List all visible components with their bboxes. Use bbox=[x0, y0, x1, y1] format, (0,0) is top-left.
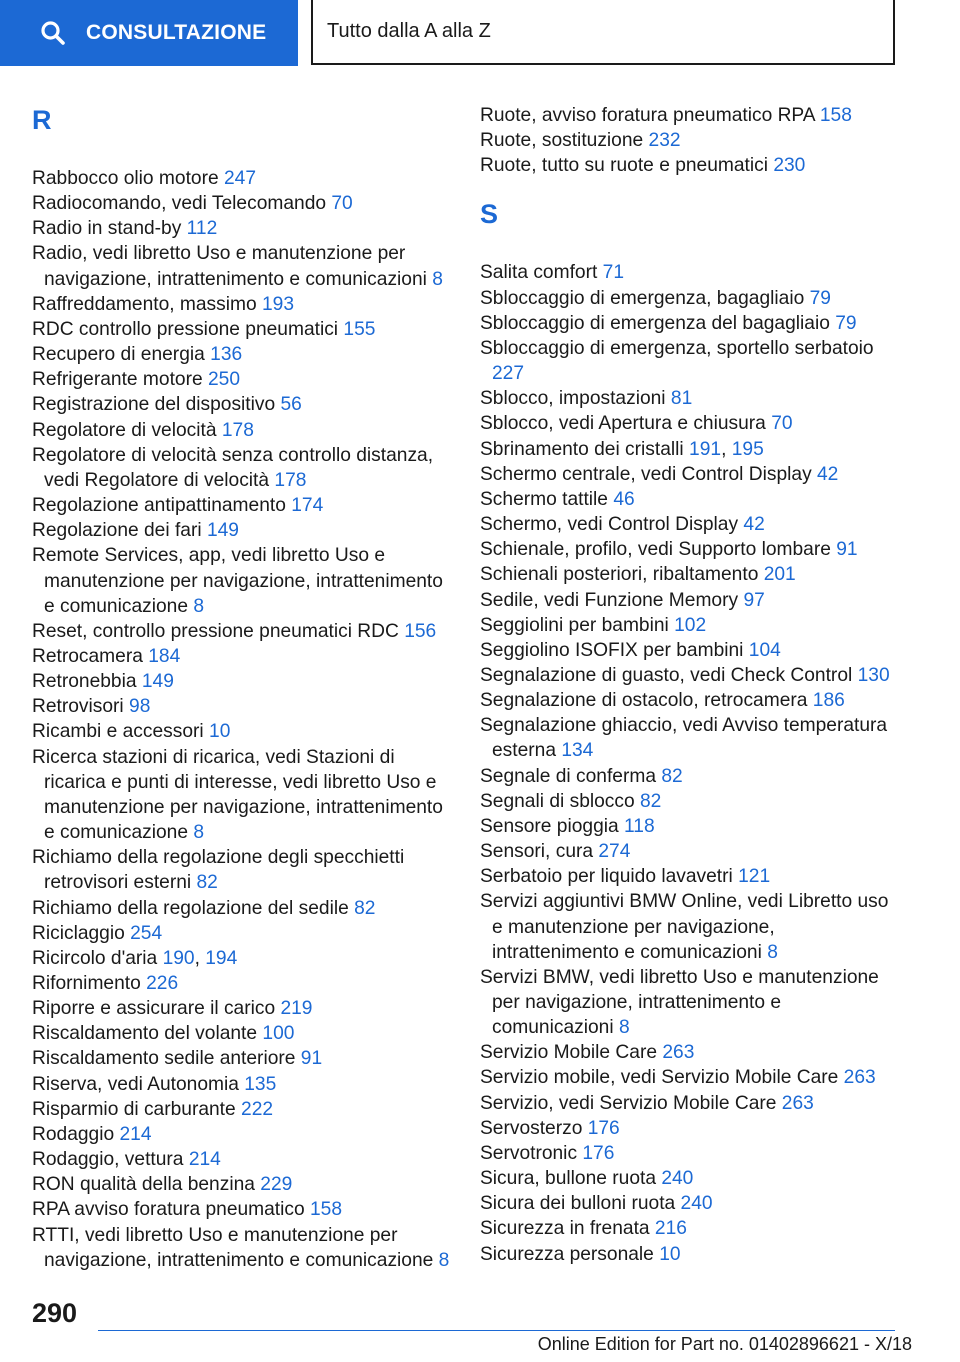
index-entry-text: Servizio, vedi Servizio Mobile Care bbox=[480, 1092, 777, 1114]
page-link[interactable]: 79 bbox=[835, 312, 857, 334]
index-entry-text: RTTI, vedi libretto Uso e manutenzione per navigazione, intrattenimento e comunicazione bbox=[32, 1224, 434, 1271]
page-link[interactable]: 263 bbox=[781, 1092, 814, 1114]
index-entry-text: Schermo centrale, vedi Control Display bbox=[480, 463, 812, 485]
index-entry bbox=[32, 971, 452, 996]
page-link[interactable]: 176 bbox=[587, 1117, 620, 1139]
index-entry-text: Servotronic bbox=[480, 1142, 578, 1164]
page-link[interactable]: 42 bbox=[743, 514, 765, 536]
index-entry-text: Riserva, vedi Autonomia bbox=[32, 1073, 239, 1095]
page-link[interactable]: 263 bbox=[662, 1042, 695, 1064]
index-entry-text: Ricircolo d'aria bbox=[32, 947, 158, 969]
index-entry bbox=[480, 1091, 895, 1116]
index-entry-text: Rodaggio, vettura bbox=[32, 1149, 184, 1171]
index-entry bbox=[32, 518, 452, 543]
page-link[interactable]: 8 bbox=[438, 1249, 450, 1271]
page-link[interactable]: 135 bbox=[244, 1073, 277, 1095]
index-entry-text: RPA avviso foratura pneumatico bbox=[32, 1199, 305, 1221]
index-entry bbox=[32, 216, 452, 241]
index-entry-text: Ricerca stazioni di ricarica, vedi Stazioni di ricarica e punti di interesse, vedi libretto Uso e manutenzione per navigazione, intrattenimento e comunicazione bbox=[32, 746, 443, 844]
index-entry-text: Sbrinamento dei cristalli bbox=[480, 438, 684, 460]
index-entry-text: Ruote, avviso foratura pneumatico RPA bbox=[480, 105, 815, 126]
page-link[interactable]: 91 bbox=[836, 539, 858, 561]
index-entry-text: Seggiolino ISOFIX per bambini bbox=[480, 639, 744, 661]
index-entry bbox=[32, 1147, 452, 1172]
index-entry bbox=[32, 1046, 452, 1071]
page-link[interactable]: 158 bbox=[819, 105, 852, 126]
index-entry-text: Retrovisori bbox=[32, 696, 124, 718]
index-entry bbox=[480, 1242, 895, 1267]
page-link[interactable]: 191 bbox=[689, 438, 722, 460]
index-letter: R bbox=[32, 105, 52, 135]
index-entry bbox=[480, 411, 895, 436]
index-entry-text: RDC controllo pressione pneumatici bbox=[32, 318, 339, 340]
index-entry bbox=[32, 1072, 452, 1097]
page-link[interactable]: 98 bbox=[129, 696, 151, 718]
index-entry bbox=[480, 814, 895, 839]
index-entry bbox=[32, 543, 452, 618]
index-entry-text: Raffreddamento, massimo bbox=[32, 293, 257, 315]
index-entry bbox=[32, 392, 452, 417]
page-link[interactable]: 184 bbox=[148, 645, 181, 667]
index-entry bbox=[480, 1065, 895, 1090]
index-entry bbox=[32, 996, 452, 1021]
page-number: 290 bbox=[32, 1298, 78, 1328]
page-link[interactable]: 195 bbox=[731, 438, 764, 460]
page-link[interactable]: 229 bbox=[260, 1174, 293, 1196]
index-entry-text: Schermo, vedi Control Display bbox=[480, 514, 739, 536]
page-link[interactable]: 8 bbox=[193, 595, 205, 617]
tab-consultazione-label: CONSULTAZIONE bbox=[86, 21, 267, 44]
index-entry-text: Sicura dei bulloni ruota bbox=[480, 1193, 676, 1215]
index-entry-text: Salita comfort bbox=[480, 262, 598, 284]
index-entry-text: Risparmio di carburante bbox=[32, 1098, 236, 1120]
index-entry bbox=[32, 1021, 452, 1046]
index-entry bbox=[480, 462, 895, 487]
index-letter: S bbox=[480, 199, 499, 230]
footer-divider bbox=[98, 1330, 895, 1331]
index-entry-text: Richiamo della regolazione del sedile bbox=[32, 897, 349, 919]
index-entry: Ricircolo d'aria 190, 194 bbox=[32, 947, 238, 969]
index-entry bbox=[32, 719, 452, 744]
index-entry-text: Riscaldamento del volante bbox=[32, 1023, 258, 1045]
index-entry bbox=[32, 1122, 452, 1147]
page-link[interactable]: 8 bbox=[618, 1017, 630, 1039]
index-entry-text: Sbloccaggio di emergenza, sportello serbatoio bbox=[480, 337, 874, 359]
page-link[interactable]: 214 bbox=[188, 1149, 221, 1171]
index-entry bbox=[480, 663, 895, 688]
index-entry bbox=[32, 191, 452, 216]
index-entry-text: Segnali di sblocco bbox=[480, 790, 635, 812]
index-entry bbox=[32, 1172, 452, 1197]
page-link[interactable]: 10 bbox=[209, 721, 231, 743]
index-entry-text: Sicura, bullone ruota bbox=[480, 1168, 656, 1190]
tab-consultazione[interactable] bbox=[0, 0, 298, 66]
index-entry bbox=[32, 418, 452, 443]
page-link[interactable]: 201 bbox=[763, 564, 796, 586]
index-entry bbox=[32, 292, 452, 317]
page-link[interactable]: 232 bbox=[648, 130, 681, 152]
index-entry bbox=[480, 864, 895, 889]
page-link[interactable]: 216 bbox=[654, 1218, 687, 1240]
index-entry bbox=[480, 512, 895, 537]
index-entry bbox=[480, 1116, 895, 1141]
index-entry bbox=[32, 745, 452, 846]
index-entry-text: Rabbocco olio motore bbox=[32, 168, 219, 189]
page-link[interactable]: 176 bbox=[582, 1142, 615, 1164]
index-entry-list-continued bbox=[480, 103, 895, 178]
index-entry-text: Rifornimento bbox=[32, 973, 141, 994]
index-entry bbox=[32, 669, 452, 694]
index-entry-text: Servizi aggiuntivi BMW Online, vedi Libretto uso e manutenzione per navigazione, intrattenimento e comunicazioni bbox=[480, 891, 889, 963]
page-link[interactable]: 42 bbox=[817, 463, 839, 485]
index-entry-text: Segnalazione di guasto, vedi Check Control bbox=[480, 664, 853, 686]
index-entry bbox=[480, 336, 895, 386]
page-link[interactable]: 240 bbox=[680, 1193, 713, 1215]
edition-note: Online Edition for Part no. 01402896621 - X/18 bbox=[537, 1334, 912, 1354]
page-link[interactable]: 71 bbox=[602, 262, 624, 284]
index-entry-text: Remote Services, app, vedi libretto Uso e manutenzione per navigazione, intrattenimento e comunicazione bbox=[32, 545, 443, 617]
index-entry: Sbrinamento dei cristalli 191, 195 bbox=[480, 438, 764, 460]
index-entry-text: Radio in stand-by bbox=[32, 218, 182, 240]
index-entry bbox=[32, 342, 452, 367]
page-link[interactable]: 97 bbox=[743, 589, 765, 611]
index-entry bbox=[480, 153, 895, 178]
page-link[interactable]: 82 bbox=[354, 897, 376, 919]
page-link[interactable]: 149 bbox=[141, 671, 174, 693]
index-entry bbox=[32, 644, 452, 669]
index-entry bbox=[32, 896, 452, 921]
page-link[interactable]: 79 bbox=[809, 287, 831, 309]
index-entry bbox=[480, 128, 895, 153]
page-link[interactable]: 193 bbox=[262, 293, 295, 315]
index-entry-text: Segnalazione di ostacolo, retrocamera bbox=[480, 690, 808, 712]
index-entry bbox=[480, 638, 895, 663]
index-entry-text: Registrazione del dispositivo bbox=[32, 394, 276, 416]
index-entry-text: Sblocco, vedi Apertura e chiusura bbox=[480, 413, 766, 435]
page-link[interactable]: 158 bbox=[310, 1199, 343, 1221]
index-entry bbox=[32, 1197, 452, 1222]
index-entry-text: Schermo tattile bbox=[480, 488, 608, 510]
page-link[interactable]: 8 bbox=[767, 941, 778, 963]
page-link[interactable]: 219 bbox=[280, 998, 313, 1020]
index-entry bbox=[480, 839, 895, 864]
index-entry-text: Regolatore di velocità senza controllo distanza, vedi Regolatore di velocità bbox=[32, 444, 434, 491]
index-entry-text: Richiamo della regolazione degli specchietti retrovisori esterni bbox=[32, 847, 405, 894]
index-entry-text: Rodaggio bbox=[32, 1123, 115, 1145]
index-entry-text: Sbloccaggio di emergenza del bagagliaio bbox=[480, 312, 830, 334]
page-link[interactable]: 91 bbox=[300, 1048, 323, 1070]
page-link[interactable]: 250 bbox=[207, 369, 240, 391]
page-link[interactable]: 136 bbox=[210, 344, 243, 366]
page-link[interactable]: 149 bbox=[206, 520, 239, 542]
page-link[interactable]: 70 bbox=[771, 413, 793, 435]
header bbox=[0, 0, 960, 66]
page-link[interactable]: 186 bbox=[812, 690, 845, 712]
index-entry-text: Riporre e assicurare il carico bbox=[32, 998, 276, 1020]
index-entry-text: Segnalazione ghiaccio, vedi Avviso temperatura esterna bbox=[480, 715, 888, 762]
page-link[interactable]: 82 bbox=[640, 790, 662, 812]
index-entry-list bbox=[32, 166, 452, 1273]
page-link[interactable]: 8 bbox=[432, 268, 443, 290]
index-entry bbox=[480, 260, 895, 285]
index-entry bbox=[480, 487, 895, 512]
index-entry-text: Radio, vedi libretto Uso e manutenzione per navigazione, intrattenimento e comunicazioni bbox=[32, 243, 427, 290]
index-entry-text: Schienale, profilo, vedi Supporto lombare bbox=[480, 539, 831, 561]
index-entry-text: Ricambi e accessori bbox=[32, 721, 204, 743]
index-entry bbox=[480, 588, 895, 613]
index-entry-text: Radiocomando, vedi Telecomando bbox=[32, 193, 327, 215]
index-entry-text: Sicurezza in frenata bbox=[480, 1218, 650, 1240]
index-entry-text: Riciclaggio bbox=[32, 922, 125, 944]
page-link[interactable]: 230 bbox=[773, 155, 806, 177]
index-entry bbox=[32, 317, 452, 342]
index-entry bbox=[32, 367, 452, 392]
index-entry-text: Ruote, tutto su ruote e pneumatici bbox=[480, 155, 768, 177]
index-entry-text: Servizi BMW, vedi libretto Uso e manutenzione per navigazione, intrattenimento e comunicazioni bbox=[480, 966, 879, 1039]
index-entry-text: Servizio Mobile Care bbox=[480, 1042, 658, 1064]
page-link[interactable]: 102 bbox=[674, 614, 707, 636]
index-entry bbox=[480, 789, 895, 814]
index-entry bbox=[480, 286, 895, 311]
index-entry-text: Sedile, vedi Funzione Memory bbox=[480, 589, 739, 611]
page-link[interactable]: 8 bbox=[193, 822, 205, 844]
index-entry bbox=[32, 443, 452, 493]
index-entry bbox=[480, 713, 895, 763]
index-entry bbox=[480, 965, 895, 1040]
index-entry bbox=[32, 1223, 452, 1273]
page-link[interactable]: 56 bbox=[280, 394, 302, 416]
page-link[interactable]: 46 bbox=[613, 488, 635, 510]
section-title-tab[interactable] bbox=[311, 0, 895, 65]
page-link[interactable]: 82 bbox=[196, 872, 218, 894]
index-entry bbox=[480, 1216, 895, 1241]
index-entry bbox=[480, 562, 895, 587]
index-entry bbox=[32, 619, 452, 644]
index-entry-text: Sblocco, impostazioni bbox=[480, 388, 666, 410]
page-link[interactable]: 226 bbox=[146, 973, 179, 994]
index-entry bbox=[480, 764, 895, 789]
page-link[interactable]: 70 bbox=[331, 193, 353, 215]
page-link[interactable]: 214 bbox=[119, 1123, 152, 1145]
index-column-left bbox=[32, 96, 452, 1273]
index-entry-text: Sbloccaggio di emergenza, bagagliaio bbox=[480, 287, 805, 309]
index-entry-list bbox=[480, 260, 895, 1266]
index-entry-text: Regolatore di velocità bbox=[32, 419, 217, 441]
index-entry bbox=[480, 688, 895, 713]
index-entry bbox=[32, 694, 452, 719]
page-link[interactable]: 254 bbox=[130, 922, 163, 944]
page-link[interactable]: 274 bbox=[598, 841, 631, 863]
index-entry bbox=[480, 1191, 895, 1216]
index-entry-text: Sensori, cura bbox=[480, 841, 594, 863]
index-entry-text: Segnale di conferma bbox=[480, 765, 656, 787]
page-link[interactable]: 227 bbox=[492, 363, 525, 385]
index-entry-text: Retronebbia bbox=[32, 671, 137, 693]
index-entry bbox=[32, 166, 452, 191]
page-link[interactable]: 247 bbox=[224, 168, 257, 189]
index-entry-text: Retrocamera bbox=[32, 645, 143, 667]
page-link[interactable]: 156 bbox=[404, 620, 437, 642]
search-icon bbox=[40, 20, 66, 46]
index-entry bbox=[32, 1097, 452, 1122]
index-entry-text: Regolazione dei fari bbox=[32, 520, 202, 542]
index-entry-text: Regolazione antipattinamento bbox=[32, 495, 286, 517]
index-entry-text: Schienali posteriori, ribaltamento bbox=[480, 564, 759, 586]
index-entry-text: Riscaldamento sedile anteriore bbox=[32, 1048, 296, 1070]
index-entry-text: Servosterzo bbox=[480, 1117, 583, 1139]
index-entry bbox=[480, 311, 895, 336]
index-entry-text: RON qualità della benzina bbox=[32, 1174, 255, 1196]
page-link[interactable]: 134 bbox=[561, 740, 594, 762]
index-entry-text: Servizio mobile, vedi Servizio Mobile Care bbox=[480, 1067, 839, 1089]
page-link[interactable]: 121 bbox=[738, 866, 771, 888]
index-entry bbox=[32, 845, 452, 895]
index-entry bbox=[32, 241, 452, 291]
page-link[interactable]: 194 bbox=[205, 947, 238, 969]
index-entry bbox=[480, 1040, 895, 1065]
index-entry-text: Ruote, sostituzione bbox=[480, 130, 644, 152]
page-link[interactable]: 178 bbox=[274, 469, 307, 491]
page-link[interactable]: 104 bbox=[748, 639, 781, 661]
index-entry bbox=[32, 493, 452, 518]
index-entry-text: Serbatoio per liquido lavavetri bbox=[480, 866, 733, 888]
page-link[interactable]: 190 bbox=[162, 947, 195, 969]
index-entry bbox=[480, 103, 895, 128]
page-link[interactable]: 81 bbox=[670, 388, 693, 410]
page-link[interactable]: 10 bbox=[659, 1243, 681, 1265]
index-entry bbox=[480, 386, 895, 411]
index-entry-text: Seggiolini per bambini bbox=[480, 614, 669, 636]
page-link[interactable]: 118 bbox=[624, 815, 655, 837]
index-entry bbox=[480, 889, 895, 964]
index-entry bbox=[480, 1141, 895, 1166]
page-link[interactable]: 222 bbox=[241, 1098, 274, 1120]
index-entry-text: Refrigerante motore bbox=[32, 369, 203, 391]
page-link[interactable]: 82 bbox=[661, 765, 683, 787]
page-link[interactable]: 130 bbox=[857, 664, 890, 686]
section-title: Tutto dalla A alla Z bbox=[327, 20, 491, 42]
page-link[interactable]: 263 bbox=[843, 1067, 876, 1089]
index-column-right bbox=[480, 103, 895, 1267]
index-entry bbox=[480, 1166, 895, 1191]
page-link[interactable]: 178 bbox=[221, 419, 254, 441]
index-entry-text: Sensore pioggia bbox=[480, 815, 619, 837]
index-entry-text: Sicurezza personale bbox=[480, 1243, 654, 1265]
page-link[interactable]: 112 bbox=[186, 218, 218, 240]
index-entry bbox=[32, 921, 452, 946]
index-entry-text: Recupero di energia bbox=[32, 344, 205, 366]
index-entry-text: Reset, controllo pressione pneumatici RDC bbox=[32, 620, 399, 642]
page-link[interactable]: 155 bbox=[343, 318, 376, 340]
page-link[interactable]: 100 bbox=[262, 1023, 295, 1045]
index-entry bbox=[480, 613, 895, 638]
index-entry bbox=[480, 537, 895, 562]
page-link[interactable]: 240 bbox=[661, 1168, 694, 1190]
page-link[interactable]: 174 bbox=[291, 495, 324, 517]
